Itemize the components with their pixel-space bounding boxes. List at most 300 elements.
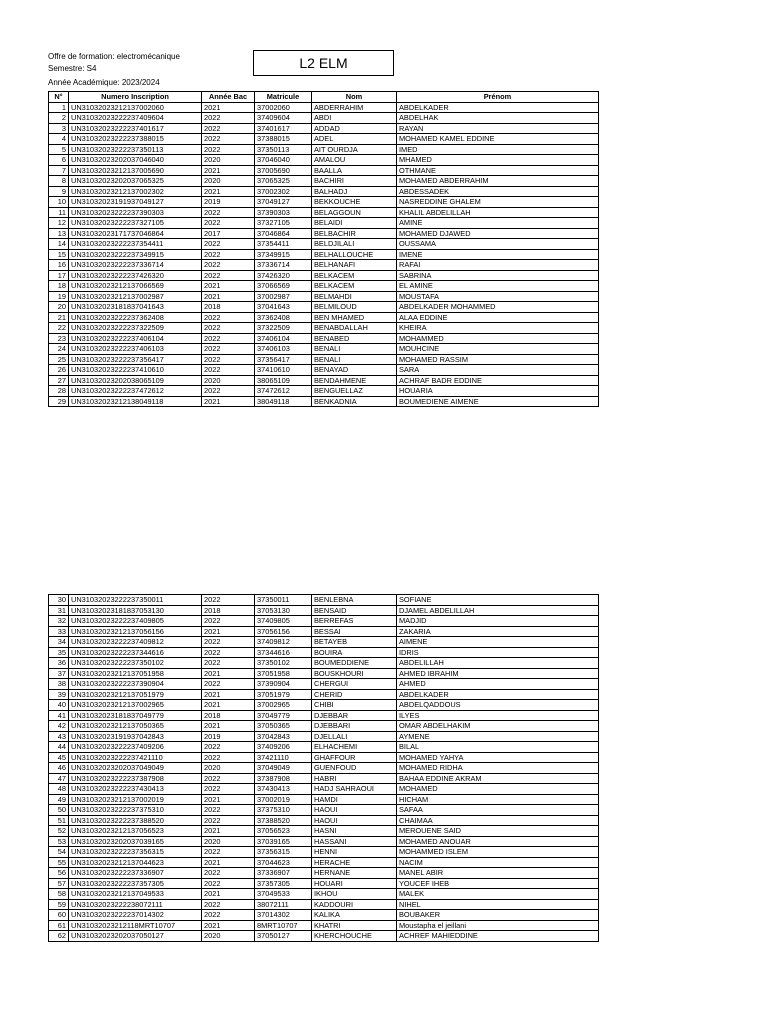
table-row — [49, 344, 599, 355]
cell-bac-year: 2022 — [202, 647, 255, 658]
cell-bac-year: 2022 — [202, 847, 255, 858]
cell-last-name: ABDERRAHIM — [312, 102, 397, 113]
cell-matricule: 37050127 — [255, 931, 312, 942]
cell-matricule: 37039165 — [255, 836, 312, 847]
cell-matricule: 37002019 — [255, 794, 312, 805]
cell-bac-year: 2022 — [202, 658, 255, 669]
cell-inscription: UN31032023222237362408 — [69, 312, 202, 323]
cell-first-name: KHEIRA — [397, 323, 599, 334]
cell-matricule: 37356315 — [255, 847, 312, 858]
col-header-bac-year: Année Bac — [202, 92, 255, 103]
cell-bac-year: 2022 — [202, 815, 255, 826]
cell-bac-year: 2022 — [202, 260, 255, 271]
cell-number: 31 — [49, 605, 69, 616]
table-row — [49, 857, 599, 868]
cell-inscription: UN31032023202038065109 — [69, 375, 202, 386]
cell-inscription: UN31032023222237375310 — [69, 805, 202, 816]
cell-inscription: UN31032023222237409604 — [69, 113, 202, 124]
table-row — [49, 291, 599, 302]
class-code-box — [253, 50, 394, 76]
table-row — [49, 847, 599, 858]
cell-matricule: 37388520 — [255, 815, 312, 826]
cell-matricule: 37049127 — [255, 197, 312, 208]
cell-number: 61 — [49, 920, 69, 931]
cell-last-name: BELAIDI — [312, 218, 397, 229]
cell-number: 39 — [49, 689, 69, 700]
table-row — [49, 878, 599, 889]
cell-matricule: 37044623 — [255, 857, 312, 868]
cell-number: 54 — [49, 847, 69, 858]
cell-last-name: BELKACEM — [312, 281, 397, 292]
cell-inscription: UN31032023222237350102 — [69, 658, 202, 669]
class-code: L2 ELM — [299, 55, 348, 71]
table-row — [49, 228, 599, 239]
cell-inscription: UN31032023202037046040 — [69, 155, 202, 166]
cell-last-name: BOUMEDDIENE — [312, 658, 397, 669]
cell-number: 41 — [49, 710, 69, 721]
table-row — [49, 773, 599, 784]
cell-inscription: UN31032023212137002987 — [69, 291, 202, 302]
cell-inscription: UN31032023191937049127 — [69, 197, 202, 208]
cell-first-name: AIMENE — [397, 637, 599, 648]
cell-inscription: UN31032023222237430413 — [69, 784, 202, 795]
cell-bac-year: 2022 — [202, 134, 255, 145]
table-row — [49, 165, 599, 176]
cell-bac-year: 2021 — [202, 700, 255, 711]
cell-bac-year: 2022 — [202, 784, 255, 795]
cell-matricule: 37056523 — [255, 826, 312, 837]
cell-first-name: MALEK — [397, 889, 599, 900]
cell-bac-year: 2021 — [202, 186, 255, 197]
cell-number: 52 — [49, 826, 69, 837]
semester-label: Semestre: S4 — [48, 64, 97, 73]
cell-first-name: MOUSTAFA — [397, 291, 599, 302]
cell-first-name: MHAMED — [397, 155, 599, 166]
cell-last-name: HAOUI — [312, 815, 397, 826]
cell-last-name: HASSANI — [312, 836, 397, 847]
table-row — [49, 899, 599, 910]
cell-matricule: 37390904 — [255, 679, 312, 690]
cell-number: 12 — [49, 218, 69, 229]
cell-last-name: BENLEBNA — [312, 595, 397, 606]
cell-matricule: 37046864 — [255, 228, 312, 239]
cell-bac-year: 2022 — [202, 323, 255, 334]
cell-number: 3 — [49, 123, 69, 134]
cell-bac-year: 2021 — [202, 396, 255, 407]
cell-number: 38 — [49, 679, 69, 690]
cell-number: 11 — [49, 207, 69, 218]
cell-matricule: 37056156 — [255, 626, 312, 637]
cell-number: 15 — [49, 249, 69, 260]
table-row — [49, 752, 599, 763]
cell-last-name: BELHALLOUCHE — [312, 249, 397, 260]
cell-inscription: UN31032023191937042843 — [69, 731, 202, 742]
cell-first-name: ACHREF MAHIEDDINE — [397, 931, 599, 942]
cell-bac-year: 2017 — [202, 228, 255, 239]
cell-matricule: 37409604 — [255, 113, 312, 124]
cell-matricule: 37336714 — [255, 260, 312, 271]
cell-last-name: BENGUELLAZ — [312, 386, 397, 397]
cell-matricule: 37049049 — [255, 763, 312, 774]
cell-matricule: 37357305 — [255, 878, 312, 889]
cell-first-name: ILYES — [397, 710, 599, 721]
cell-first-name: DJAMEL ABDELILLAH — [397, 605, 599, 616]
cell-first-name: ZAKARIA — [397, 626, 599, 637]
table-row — [49, 312, 599, 323]
cell-last-name: HADJ SAHRAOUI — [312, 784, 397, 795]
cell-bac-year: 2022 — [202, 249, 255, 260]
cell-inscription: UN31032023202037049049 — [69, 763, 202, 774]
table-row — [49, 218, 599, 229]
cell-last-name: ADDAD — [312, 123, 397, 134]
cell-first-name: CHAIMAA — [397, 815, 599, 826]
cell-first-name: MOHAMED ABDERRAHIM — [397, 176, 599, 187]
cell-number: 20 — [49, 302, 69, 313]
cell-first-name: Moustapha el jeillani — [397, 920, 599, 931]
cell-last-name: AIT OURDJA — [312, 144, 397, 155]
table-row — [49, 134, 599, 145]
cell-last-name: HOUARI — [312, 878, 397, 889]
table-row — [49, 889, 599, 900]
cell-bac-year: 2022 — [202, 123, 255, 134]
cell-first-name: BOUBAKER — [397, 910, 599, 921]
cell-bac-year: 2022 — [202, 239, 255, 250]
cell-bac-year: 2021 — [202, 281, 255, 292]
cell-last-name: KHERCHOUCHE — [312, 931, 397, 942]
cell-inscription: UN31032023222237409812 — [69, 637, 202, 648]
cell-bac-year: 2020 — [202, 155, 255, 166]
cell-first-name: ABDELILLAH — [397, 658, 599, 669]
cell-bac-year: 2021 — [202, 291, 255, 302]
cell-inscription: UN31032023222237387908 — [69, 773, 202, 784]
table-row — [49, 731, 599, 742]
cell-bac-year: 2021 — [202, 826, 255, 837]
table-row — [49, 805, 599, 816]
cell-first-name: OMAR ABDELHAKIM — [397, 721, 599, 732]
cell-number: 58 — [49, 889, 69, 900]
cell-last-name: IKHOU — [312, 889, 397, 900]
cell-inscription: UN31032023222237388520 — [69, 815, 202, 826]
cell-number: 53 — [49, 836, 69, 847]
cell-first-name: RAFAI — [397, 260, 599, 271]
cell-bac-year: 2021 — [202, 165, 255, 176]
cell-bac-year: 2022 — [202, 805, 255, 816]
cell-inscription: UN31032023212118MRT10707 — [69, 920, 202, 931]
table-row — [49, 784, 599, 795]
cell-number: 9 — [49, 186, 69, 197]
cell-last-name: BEN MHAMED — [312, 312, 397, 323]
cell-first-name: SABRINA — [397, 270, 599, 281]
cell-last-name: BELKACEM — [312, 270, 397, 281]
cell-matricule: 37406103 — [255, 344, 312, 355]
cell-last-name: BENSAID — [312, 605, 397, 616]
cell-inscription: UN31032023222237350011 — [69, 595, 202, 606]
table-row — [49, 605, 599, 616]
cell-first-name: OUSSAMA — [397, 239, 599, 250]
table-row — [49, 123, 599, 134]
cell-inscription: UN31032023222237350113 — [69, 144, 202, 155]
cell-last-name: BENALI — [312, 344, 397, 355]
cell-matricule: 37002302 — [255, 186, 312, 197]
cell-matricule: 37350011 — [255, 595, 312, 606]
table-row — [49, 323, 599, 334]
cell-inscription: UN31032023222237472612 — [69, 386, 202, 397]
academic-year-label: Année Académique: 2023/2024 — [48, 78, 160, 87]
cell-number: 16 — [49, 260, 69, 271]
cell-last-name: HABRI — [312, 773, 397, 784]
cell-matricule: 37387908 — [255, 773, 312, 784]
cell-first-name: MOHAMMED ISLEM — [397, 847, 599, 858]
cell-first-name: OTHMANE — [397, 165, 599, 176]
cell-bac-year: 2022 — [202, 595, 255, 606]
cell-number: 29 — [49, 396, 69, 407]
cell-number: 56 — [49, 868, 69, 879]
cell-last-name: DJELLALI — [312, 731, 397, 742]
cell-number: 27 — [49, 375, 69, 386]
cell-inscription: UN31032023212137050365 — [69, 721, 202, 732]
cell-last-name: BEKKOUCHE — [312, 197, 397, 208]
cell-first-name: MOHAMMED — [397, 333, 599, 344]
cell-first-name: KHALIL ABDELILLAH — [397, 207, 599, 218]
cell-number: 2 — [49, 113, 69, 124]
table-row — [49, 679, 599, 690]
table-row — [49, 354, 599, 365]
cell-number: 34 — [49, 637, 69, 648]
cell-first-name: BILAL — [397, 742, 599, 753]
cell-first-name: IMED — [397, 144, 599, 155]
table-row — [49, 155, 599, 166]
cell-last-name: BELBACHIR — [312, 228, 397, 239]
cell-first-name: HICHAM — [397, 794, 599, 805]
cell-last-name: HERACHE — [312, 857, 397, 868]
table-row — [49, 920, 599, 931]
cell-bac-year: 2022 — [202, 742, 255, 753]
table-row — [49, 144, 599, 155]
cell-matricule: 38065109 — [255, 375, 312, 386]
table-row — [49, 689, 599, 700]
cell-bac-year: 2021 — [202, 920, 255, 931]
cell-bac-year: 2018 — [202, 605, 255, 616]
cell-last-name: BELHANAFI — [312, 260, 397, 271]
cell-first-name: MOHAMED RIDHA — [397, 763, 599, 774]
cell-inscription: UN31032023222237014302 — [69, 910, 202, 921]
table-row — [49, 637, 599, 648]
cell-first-name: ALAA EDDINE — [397, 312, 599, 323]
cell-inscription: UN31032023222237409805 — [69, 616, 202, 627]
cell-number: 17 — [49, 270, 69, 281]
cell-bac-year: 2022 — [202, 365, 255, 376]
table-row — [49, 270, 599, 281]
cell-last-name: HERNANE — [312, 868, 397, 879]
cell-bac-year: 2022 — [202, 616, 255, 627]
cell-number: 22 — [49, 323, 69, 334]
cell-matricule: 37430413 — [255, 784, 312, 795]
cell-last-name: BERREFAS — [312, 616, 397, 627]
cell-bac-year: 2020 — [202, 836, 255, 847]
cell-first-name: ACHRAF BADR EDDINE — [397, 375, 599, 386]
cell-first-name: SARA — [397, 365, 599, 376]
cell-number: 13 — [49, 228, 69, 239]
cell-matricule: 37409805 — [255, 616, 312, 627]
cell-number: 7 — [49, 165, 69, 176]
cell-last-name: DJEBBAR — [312, 710, 397, 721]
cell-matricule: 37344616 — [255, 647, 312, 658]
cell-last-name: GUENFOUD — [312, 763, 397, 774]
table-row — [49, 647, 599, 658]
cell-bac-year: 2019 — [202, 197, 255, 208]
cell-inscription: UN31032023222237336907 — [69, 868, 202, 879]
cell-matricule: 37002987 — [255, 291, 312, 302]
cell-matricule: 37336907 — [255, 868, 312, 879]
cell-first-name: MOHAMED — [397, 784, 599, 795]
cell-bac-year: 2022 — [202, 752, 255, 763]
cell-matricule: 37388015 — [255, 134, 312, 145]
table-row — [49, 207, 599, 218]
table-row — [49, 700, 599, 711]
cell-inscription: UN31032023222237426320 — [69, 270, 202, 281]
cell-inscription: UN31032023222237406104 — [69, 333, 202, 344]
cell-last-name: BELMILOUD — [312, 302, 397, 313]
cell-last-name: CHERGUI — [312, 679, 397, 690]
cell-matricule: 37014302 — [255, 910, 312, 921]
cell-last-name: BOUSKHOURI — [312, 668, 397, 679]
cell-first-name: MANEL ABIR — [397, 868, 599, 879]
cell-number: 5 — [49, 144, 69, 155]
cell-bac-year: 2021 — [202, 689, 255, 700]
cell-bac-year: 2021 — [202, 721, 255, 732]
cell-bac-year: 2022 — [202, 679, 255, 690]
cell-first-name: AMINE — [397, 218, 599, 229]
table-row — [49, 794, 599, 805]
cell-inscription: UN31032023212137056523 — [69, 826, 202, 837]
cell-inscription: UN31032023212137002965 — [69, 700, 202, 711]
table-row — [49, 375, 599, 386]
cell-number: 25 — [49, 354, 69, 365]
cell-first-name: AYMENE — [397, 731, 599, 742]
cell-number: 28 — [49, 386, 69, 397]
cell-last-name: BETAYEB — [312, 637, 397, 648]
cell-matricule: 37390303 — [255, 207, 312, 218]
cell-bac-year: 2021 — [202, 626, 255, 637]
table-row — [49, 102, 599, 113]
table-row — [49, 742, 599, 753]
cell-first-name: ABDELKADER — [397, 102, 599, 113]
cell-bac-year: 2022 — [202, 333, 255, 344]
cell-bac-year: 2022 — [202, 386, 255, 397]
cell-first-name: MOHAMED RASSIM — [397, 354, 599, 365]
cell-number: 6 — [49, 155, 69, 166]
cell-first-name: MOHAMED DJAWED — [397, 228, 599, 239]
cell-inscription: UN31032023222237344616 — [69, 647, 202, 658]
cell-bac-year: 2018 — [202, 710, 255, 721]
table-header-row — [49, 92, 599, 103]
cell-bac-year: 2022 — [202, 144, 255, 155]
cell-number: 50 — [49, 805, 69, 816]
cell-matricule: 37066569 — [255, 281, 312, 292]
cell-first-name: BAHAA EDDINE AKRAM — [397, 773, 599, 784]
cell-bac-year: 2022 — [202, 354, 255, 365]
table-row — [49, 396, 599, 407]
cell-bac-year: 2021 — [202, 102, 255, 113]
cell-matricule: 37350113 — [255, 144, 312, 155]
cell-last-name: GHAFFOUR — [312, 752, 397, 763]
cell-last-name: KALIKA — [312, 910, 397, 921]
cell-number: 48 — [49, 784, 69, 795]
cell-inscription: UN31032023212137066569 — [69, 281, 202, 292]
cell-first-name: SOFIANE — [397, 595, 599, 606]
cell-first-name: EL AMINE — [397, 281, 599, 292]
cell-number: 42 — [49, 721, 69, 732]
cell-first-name: MOUHCINE — [397, 344, 599, 355]
cell-number: 18 — [49, 281, 69, 292]
table-row — [49, 626, 599, 637]
cell-number: 1 — [49, 102, 69, 113]
cell-matricule: 38049118 — [255, 396, 312, 407]
cell-number: 36 — [49, 658, 69, 669]
cell-number: 44 — [49, 742, 69, 753]
cell-last-name: BENAYAD — [312, 365, 397, 376]
cell-last-name: BENABED — [312, 333, 397, 344]
cell-last-name: ADEL — [312, 134, 397, 145]
table-row — [49, 595, 599, 606]
table-row — [49, 658, 599, 669]
cell-number: 35 — [49, 647, 69, 658]
cell-bac-year: 2022 — [202, 270, 255, 281]
cell-matricule: 37065325 — [255, 176, 312, 187]
table-row — [49, 333, 599, 344]
cell-bac-year: 2022 — [202, 207, 255, 218]
cell-bac-year: 2022 — [202, 344, 255, 355]
cell-matricule: 37409206 — [255, 742, 312, 753]
cell-bac-year: 2022 — [202, 113, 255, 124]
cell-number: 32 — [49, 616, 69, 627]
table-row — [49, 763, 599, 774]
cell-matricule: 37049779 — [255, 710, 312, 721]
cell-inscription: UN31032023222237349915 — [69, 249, 202, 260]
cell-last-name: KADDOURI — [312, 899, 397, 910]
cell-matricule: 38072111 — [255, 899, 312, 910]
cell-first-name: AHMED IBRAHIM — [397, 668, 599, 679]
cell-number: 47 — [49, 773, 69, 784]
cell-bac-year: 2020 — [202, 176, 255, 187]
cell-matricule: 8MRT10707 — [255, 920, 312, 931]
cell-inscription: UN31032023212137002060 — [69, 102, 202, 113]
cell-bac-year: 2022 — [202, 637, 255, 648]
table-row — [49, 260, 599, 271]
cell-inscription: UN31032023212137002302 — [69, 186, 202, 197]
cell-matricule: 37406104 — [255, 333, 312, 344]
cell-bac-year: 2021 — [202, 794, 255, 805]
cell-number: 24 — [49, 344, 69, 355]
cell-matricule: 37356417 — [255, 354, 312, 365]
cell-matricule: 37409812 — [255, 637, 312, 648]
cell-inscription: UN31032023222237356417 — [69, 354, 202, 365]
cell-number: 14 — [49, 239, 69, 250]
cell-matricule: 37350102 — [255, 658, 312, 669]
cell-matricule: 37051958 — [255, 668, 312, 679]
cell-inscription: UN31032023212137051958 — [69, 668, 202, 679]
cell-inscription: UN31032023171737046864 — [69, 228, 202, 239]
student-table-part-2 — [48, 594, 599, 942]
table-row — [49, 386, 599, 397]
cell-first-name: NACIM — [397, 857, 599, 868]
cell-inscription: UN31032023222237356315 — [69, 847, 202, 858]
cell-first-name: IMENE — [397, 249, 599, 260]
cell-inscription: UN31032023202037039165 — [69, 836, 202, 847]
cell-last-name: AMALOU — [312, 155, 397, 166]
cell-bac-year: 2022 — [202, 773, 255, 784]
cell-bac-year: 2020 — [202, 763, 255, 774]
